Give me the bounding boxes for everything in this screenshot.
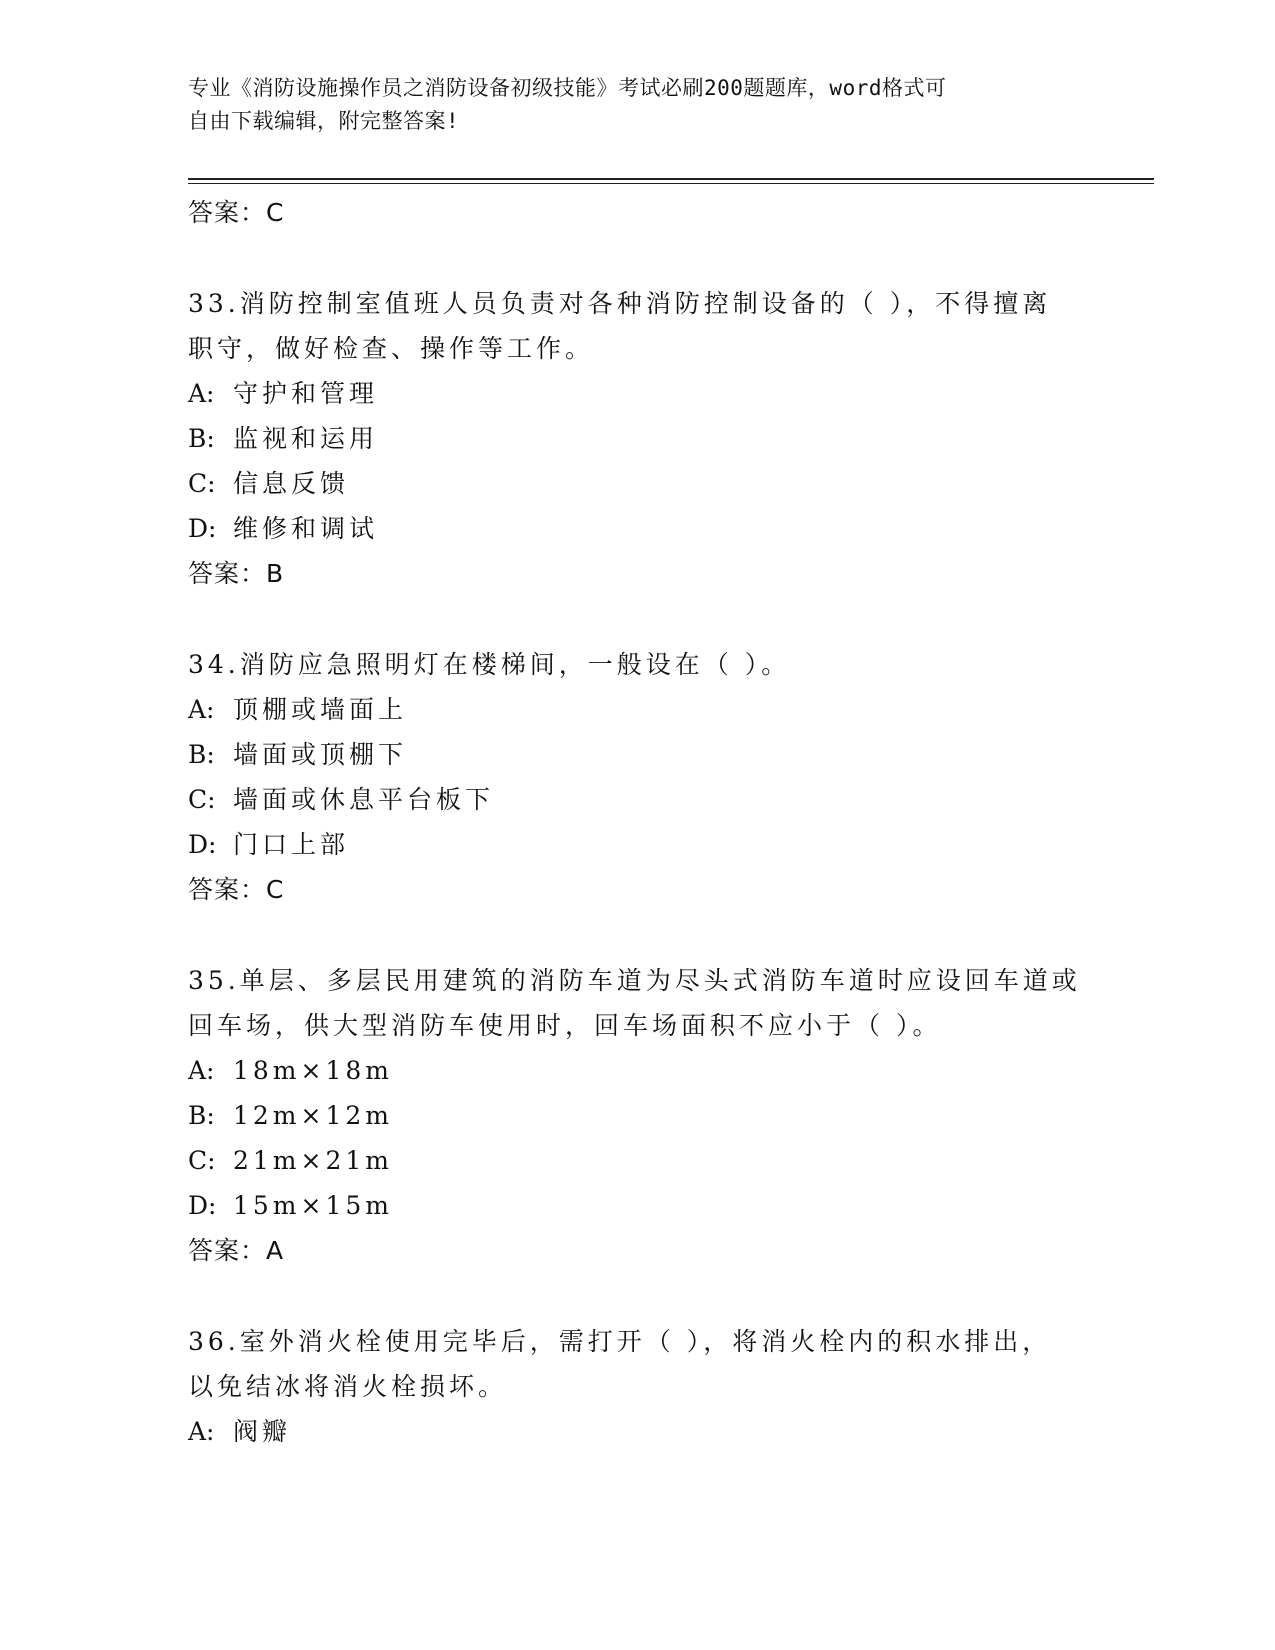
answer-line: 答案：C [188, 875, 285, 904]
spacer [188, 235, 1088, 281]
answer-line-q32: 答案：C [188, 198, 285, 227]
question-block-35 [188, 958, 1088, 1273]
option-letter: A: [188, 1056, 215, 1085]
option-letter: A: [188, 1417, 215, 1446]
option-text: 15m×15m [233, 1191, 393, 1220]
header-line-1: 专业《消防设施操作员之消防设备初级技能》考试必刷200题题库，word格式可 [188, 76, 947, 100]
option-text: 维修和调试 [233, 514, 379, 543]
question-stem-line: 以免结冰将消火栓损坏。 [188, 1372, 508, 1401]
spacer [188, 912, 1088, 958]
option-letter: B: [188, 424, 215, 453]
option-a [188, 371, 1088, 416]
option-text: 墙面或顶棚下 [233, 740, 408, 769]
option-text: 守护和管理 [233, 379, 379, 408]
question-stem-line: 35.单层、多层民用建筑的消防车道为尽头式消防车道时应设回车道或 [188, 966, 1081, 995]
question-stem-line: 36.室外消火栓使用完毕后，需打开（ ），将消火栓内的积水排出， [188, 1327, 1052, 1356]
option-c [188, 777, 1088, 822]
option-d [188, 1183, 1088, 1228]
option-letter: C: [188, 469, 216, 498]
option-text: 信息反馈 [233, 469, 350, 498]
option-a [188, 1048, 1088, 1093]
option-letter: B: [188, 1101, 215, 1130]
question-stem-line: 34.消防应急照明灯在楼梯间，一般设在（ ）。 [188, 650, 791, 679]
answer-line: 答案：A [188, 1236, 285, 1265]
option-d [188, 506, 1088, 551]
option-text: 阀瓣 [233, 1417, 292, 1446]
option-text: 门口上部 [233, 830, 350, 859]
header-line-2: 自由下载编辑，附完整答案! [188, 109, 460, 133]
option-letter: D: [188, 514, 217, 543]
option-text: 18m×18m [233, 1056, 393, 1085]
option-b [188, 732, 1088, 777]
option-letter: C: [188, 785, 216, 814]
answer-line: 答案：B [188, 559, 285, 588]
document-header [188, 72, 1068, 138]
option-letter: C: [188, 1146, 216, 1175]
option-letter: B: [188, 740, 215, 769]
option-text: 墙面或休息平台板下 [233, 785, 495, 814]
question-block-33 [188, 281, 1088, 596]
spacer [188, 1273, 1088, 1319]
option-c [188, 461, 1088, 506]
option-letter: D: [188, 1191, 217, 1220]
question-block-34 [188, 642, 1088, 912]
question-stem-line: 职守，做好检查、操作等工作。 [188, 334, 595, 363]
question-stem-line: 回车场，供大型消防车使用时，回车场面积不应小于（ ）。 [188, 1011, 942, 1040]
option-d [188, 822, 1088, 867]
question-stem-line: 33.消防控制室值班人员负责对各种消防控制设备的（ ），不得擅离 [188, 289, 1052, 318]
option-letter: A: [188, 695, 215, 724]
question-block-36 [188, 1319, 1088, 1454]
option-letter: A: [188, 379, 215, 408]
option-letter: D: [188, 830, 217, 859]
question-list [188, 190, 1088, 1454]
option-a [188, 687, 1088, 732]
option-text: 顶棚或墙面上 [233, 695, 408, 724]
option-text: 12m×12m [233, 1101, 393, 1130]
option-b [188, 1093, 1088, 1138]
option-text: 21m×21m [233, 1146, 393, 1175]
header-divider-thick [188, 178, 1154, 180]
header-divider-thin [188, 183, 1154, 184]
option-c [188, 1138, 1088, 1183]
option-b [188, 416, 1088, 461]
spacer [188, 596, 1088, 642]
option-text: 监视和运用 [233, 424, 379, 453]
option-a [188, 1409, 1088, 1454]
